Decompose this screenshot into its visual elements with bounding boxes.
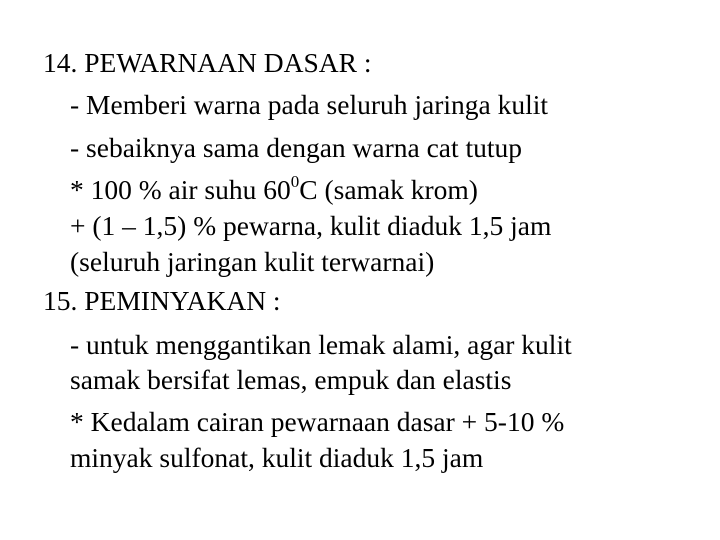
temperature-prefix: * 100 % air suhu 60	[70, 174, 291, 205]
bullet-line: + (1 – 1,5) % pewarna, kulit diaduk 1,5 jam	[70, 210, 552, 241]
temperature-suffix: C (samak krom)	[299, 174, 478, 205]
bullet-line-temperature	[70, 173, 478, 207]
bullet-line: - untuk menggantikan lemak alami, agar kulit	[70, 329, 572, 360]
bullet-line: (seluruh jaringan kulit terwarnai)	[70, 246, 435, 277]
bullet-line: samak bersifat lemas, empuk dan elastis	[70, 364, 512, 395]
bullet-line: - sebaiknya sama dengan warna cat tutup	[70, 132, 523, 163]
bullet-line: * Kedalam cairan pewarnaan dasar + 5-10 %	[70, 406, 565, 437]
bullet-line: - Memberi warna pada seluruh jaringa kulit	[70, 89, 549, 120]
bullet-line: minyak sulfonat, kulit diaduk 1,5 jam	[70, 442, 484, 473]
section-heading-14: 14. PEWARNAAN DASAR :	[43, 47, 372, 78]
degree-superscript: 0	[290, 171, 300, 191]
section-heading-15: 15. PEMINYAKAN :	[43, 285, 281, 316]
